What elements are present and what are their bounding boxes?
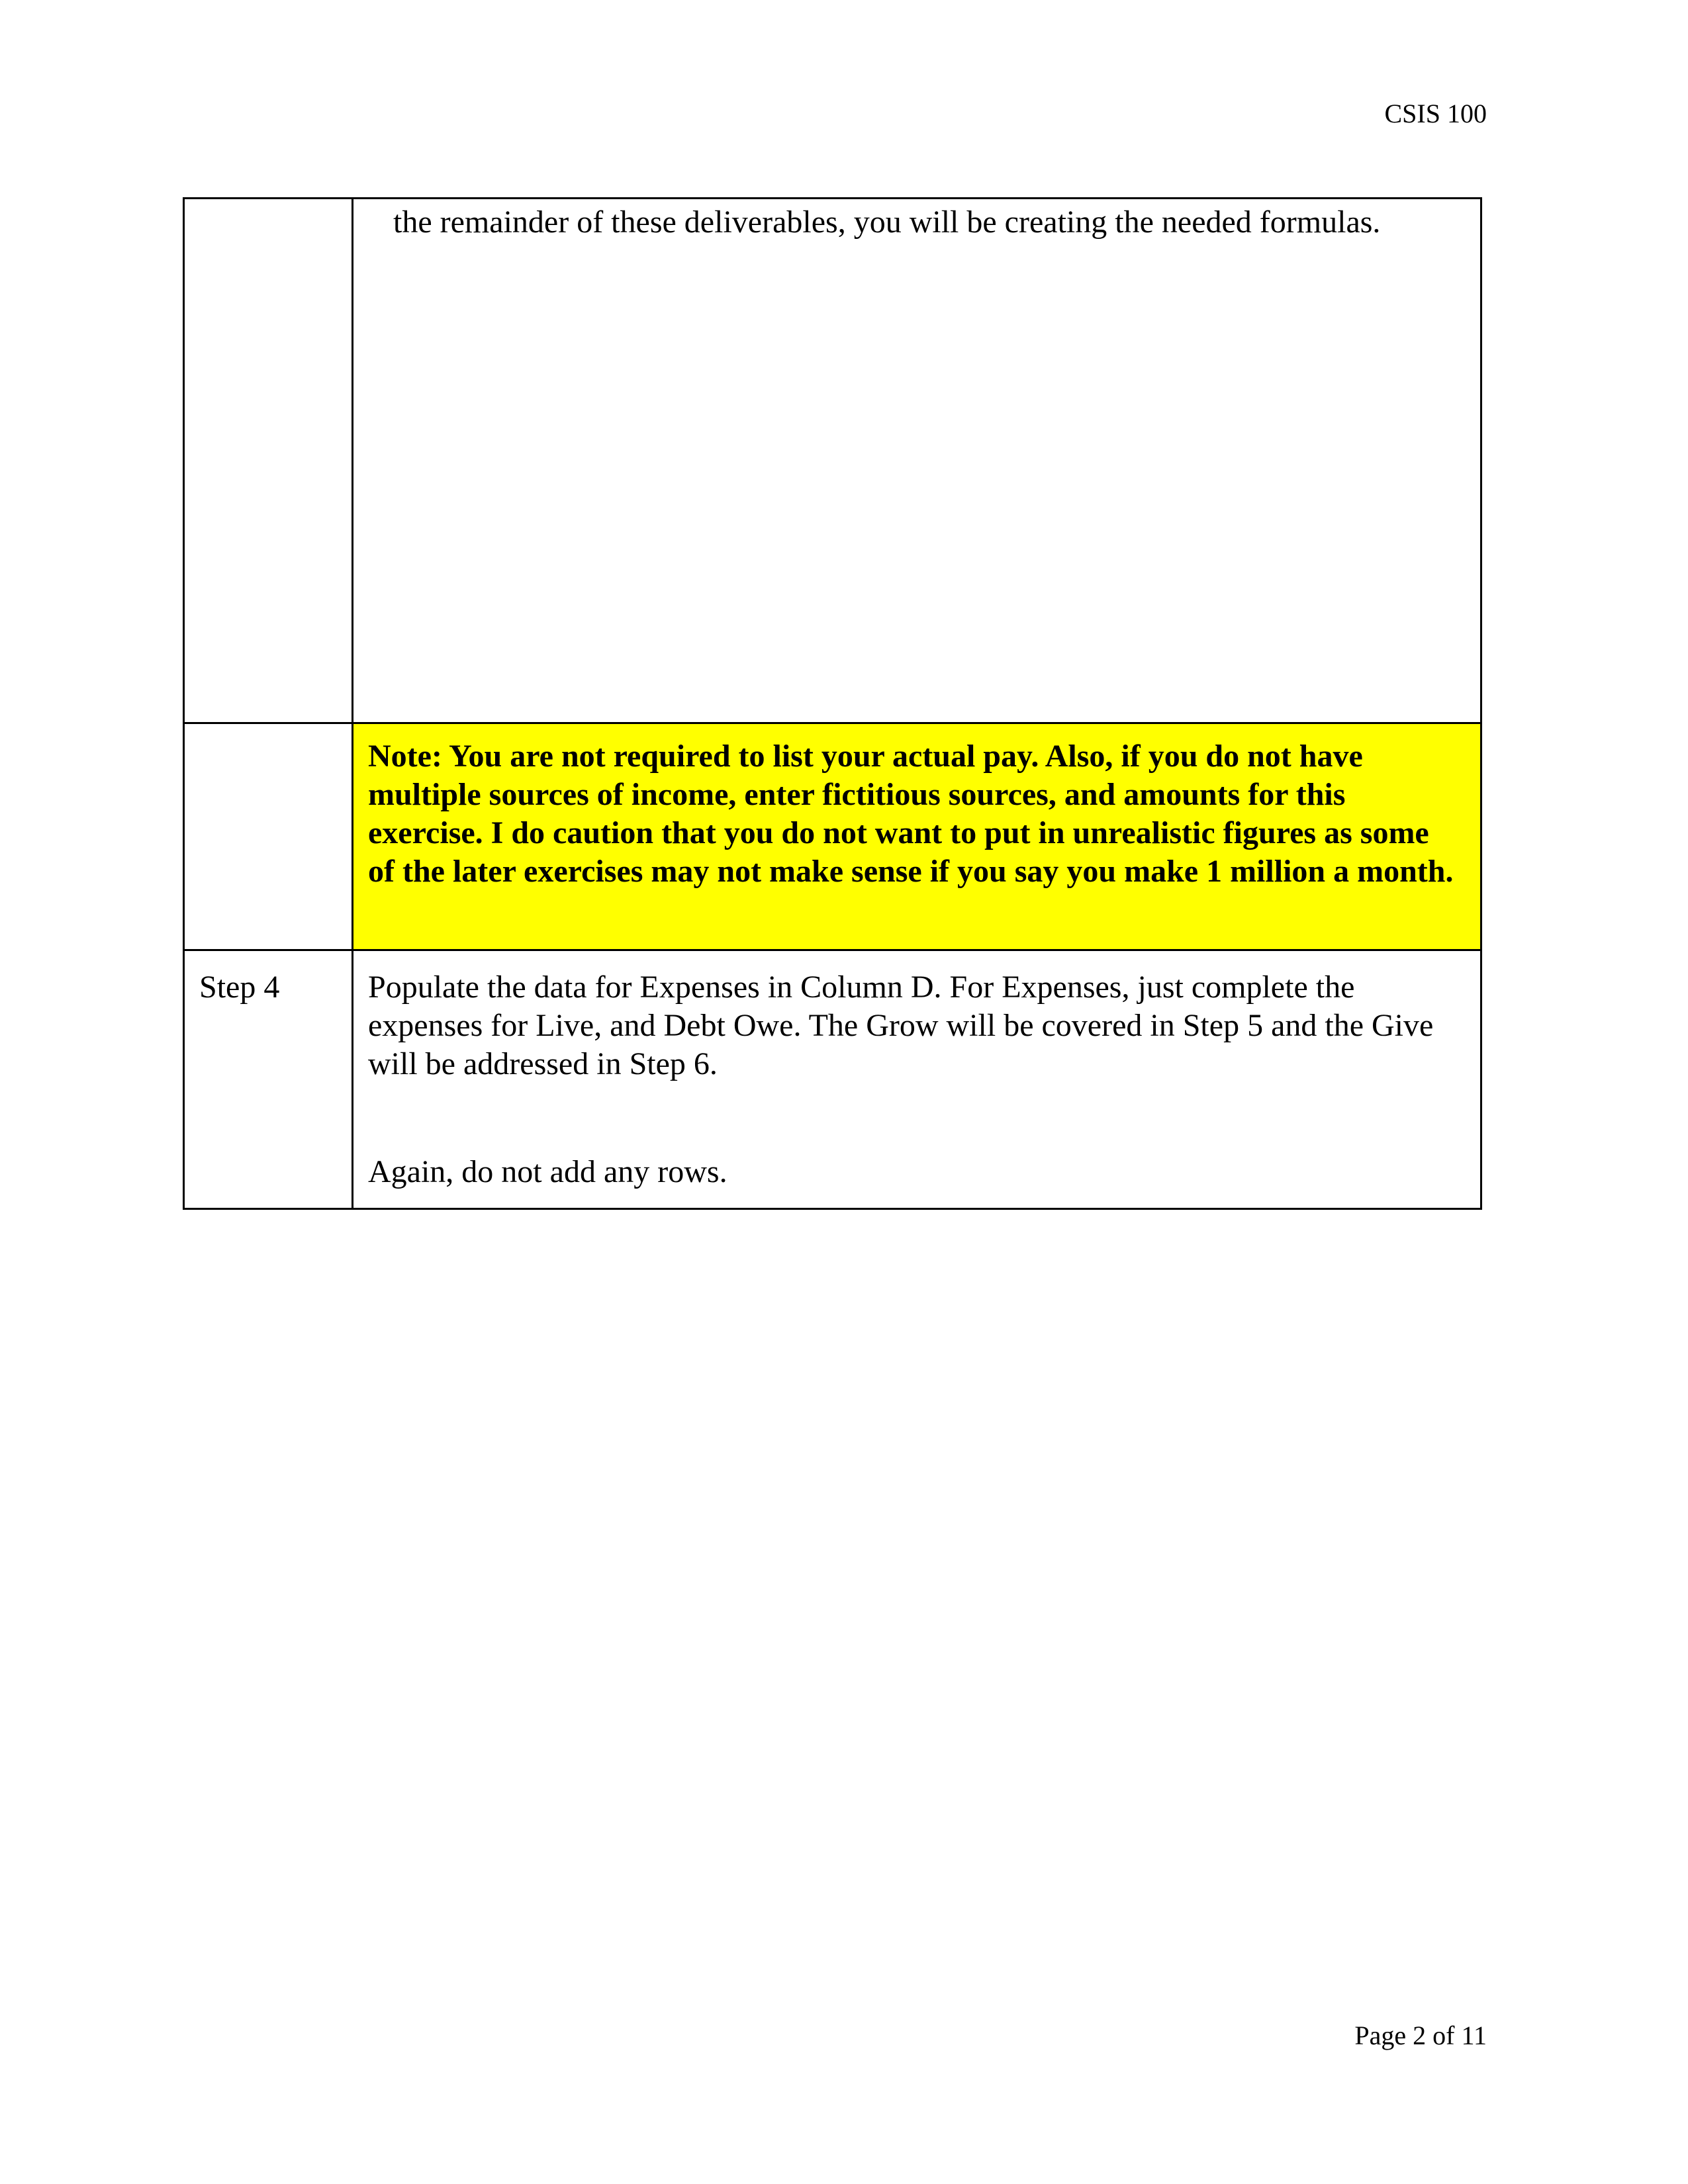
- step-label: [185, 724, 352, 741]
- step-4-instructions: [353, 951, 1480, 1191]
- table-row-step-4: [184, 950, 1481, 1209]
- instruction-cell: [353, 199, 1481, 723]
- step-4-paragraph-2: Again, do not add any rows.: [368, 1154, 727, 1189]
- table-row-continued: [184, 199, 1481, 723]
- step-label-cell: [184, 723, 353, 950]
- note-text: Note: You are not required to list your actual pay. Also, if you do not have multiple sources of income, enter fictitious sources, and amounts for this exercise. I do caution that you do not want to put in unrealistic figures as some of the later exercises may not make sense if you say you make 1 million a month.: [368, 739, 1454, 889]
- course-header: CSIS 100: [1384, 99, 1487, 128]
- note-highlight-cell: [353, 723, 1481, 950]
- instruction-cell: [353, 950, 1481, 1209]
- step-label-cell: [184, 199, 353, 723]
- page-number: Page 2 of 11: [1354, 2021, 1487, 2050]
- step-label: [185, 199, 352, 216]
- table-row-note: [184, 723, 1481, 950]
- steps-table: [183, 197, 1482, 1210]
- step-4-paragraph-1: Populate the data for Expenses in Column D. For Expenses, just complete the expenses for Live, and Debt Owe. The Grow will be covered in Step 5 and the Give will be addressed in Step 6.: [368, 970, 1434, 1081]
- continued-instruction-text: the remainder of these deliverables, you will be creating the needed formulas.: [393, 205, 1381, 240]
- step-4-label: Step 4: [199, 970, 280, 1005]
- step-label-cell: [184, 950, 353, 1209]
